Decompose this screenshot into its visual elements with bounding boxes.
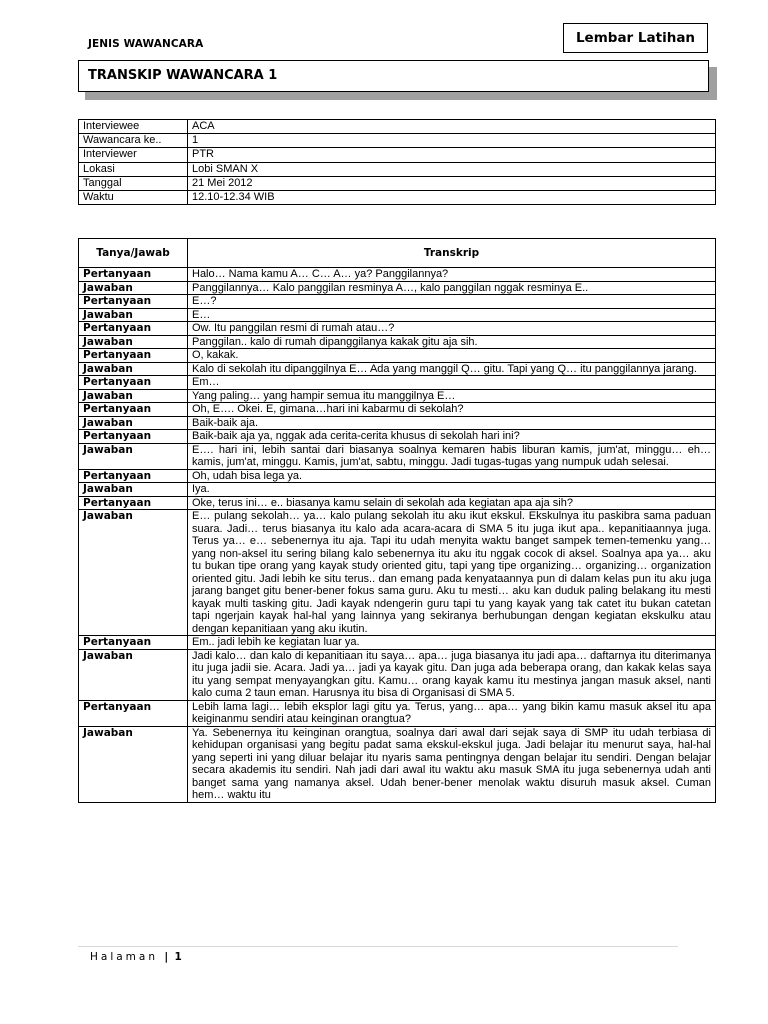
speaker-role: Pertanyaan [79, 322, 188, 336]
transcript-text: E…. hari ini, lebih santai dari biasanya soalnya kemaren habis liburan kamis, jum'at, minggu… eh… kamis, jum'at, minggu. Kamis, jum'at, sabtu, minggu. Jadi tugas-tugas yang numpuk udah selesai. [188, 443, 716, 469]
speaker-role: Pertanyaan [79, 496, 188, 510]
lembar-latihan-badge: Lembar Latihan [563, 23, 708, 53]
transcript-text: E… [188, 308, 716, 322]
transcript-row [79, 510, 716, 636]
document-title: TRANSKIP WAWANCARA 1 [78, 60, 709, 92]
speaker-role: Jawaban [79, 389, 188, 403]
transcript-header-row [79, 239, 716, 268]
info-value: 21 Mei 2012 [188, 176, 716, 190]
transcript-row [79, 268, 716, 282]
transcript-row [79, 443, 716, 469]
info-value: 1 [188, 134, 716, 148]
info-value: 12.10-12.34 WIB [188, 191, 716, 205]
info-row [79, 176, 716, 190]
speaker-role: Pertanyaan [79, 636, 188, 650]
speaker-role: Jawaban [79, 483, 188, 497]
speaker-role: Pertanyaan [79, 700, 188, 726]
speaker-role: Jawaban [79, 362, 188, 376]
page-footer [90, 951, 182, 963]
transcript-row [79, 281, 716, 295]
interview-info-table [78, 119, 716, 205]
col-header-role: Tanya/Jawab [79, 239, 188, 268]
section-heading: JENIS WAWANCARA [88, 38, 204, 50]
transcript-row [79, 295, 716, 309]
speaker-role: Pertanyaan [79, 268, 188, 282]
transcript-text: Baik-baik aja. [188, 416, 716, 430]
transcript-row [79, 726, 716, 802]
transcript-row [79, 335, 716, 349]
col-header-transcript: Transkrip [188, 239, 716, 268]
info-row [79, 162, 716, 176]
speaker-role: Jawaban [79, 308, 188, 322]
info-value: Lobi SMAN X [188, 162, 716, 176]
transcript-text: E…? [188, 295, 716, 309]
transcript-text: Oke, terus ini… e.. biasanya kamu selain di sekolah ada kegiatan apa aja sih? [188, 496, 716, 510]
transcript-text: Em… [188, 376, 716, 390]
speaker-role: Jawaban [79, 416, 188, 430]
transcript-row [79, 483, 716, 497]
transcript-row [79, 308, 716, 322]
footer-separator: | [164, 951, 169, 963]
info-label: Interviewee [79, 120, 188, 134]
transcript-row [79, 649, 716, 700]
speaker-role: Jawaban [79, 335, 188, 349]
transcript-text: Ya. Sebenernya itu keinginan orangtua, soalnya dari awal dari sejak saya di SMP itu udah terbiasa di kehidupan organisasi yang begitu padat sama ekskul-ekskul juga. Jadi belajar itu menurut saya, hal-hal yang seperti ini yang diluar belajar itu nyaris sama pentingnya dengan belajar itu sendiri. Dengan belajar secara akademis itu sendiri. Nah jadi dari awal itu waktu aku masuk SMA itu juga sebenernya udah anti banget sama yang namanya aksel. Udah bener-bener menolak waktu disuruh masuk aksel. Cuman hem… waktu itu [188, 726, 716, 802]
transcript-text: Ow. Itu panggilan resmi di rumah atau…? [188, 322, 716, 336]
transcript-text: Yang paling… yang hampir semua itu manggilnya E… [188, 389, 716, 403]
speaker-role: Jawaban [79, 443, 188, 469]
transcript-text: E… pulang sekolah… ya… kalo pulang sekolah itu aku ikut ekskul. Ekskulnya itu paskibra sama paduan suara. Jadi… terus biasanya itu kalo ada acara-acara di SMA 5 itu juga ikut apa.. kepanitiaannya juga. Terus ya… e… sebenernya itu aja. Tapi itu udah menyita waktu banget sampek temen-temenku yang… yang non-aksel itu sering bilang kalo sebenernya itu aku itu nggak cocok di aksel. Soalnya apa ya… aku tu bukan tipe orang yang kayak study oriented gitu, tapi yang tipe organizing… organizing… organization oriented gitu. Jadi lebih ke situ terus.. dan emang pada kenyataannya pun di dalam kelas pun itu aku juga jarang banget gitu bener-bener fokus sama guru. Aku tu mesti… aku kan duduk paling belakang itu mesti kayak multi tasking gitu. Jadi kayak ndengerin guru tapi tu yang kayak yang tak catet itu bukan catetan tapi ngerjain kayak hal-hal yang lainnya yang sekiranya berhubungan dengan kegiatan ekskulku atau dengan kepanitiaan yang aku ikutin. [188, 510, 716, 636]
info-label: Interviewer [79, 148, 188, 162]
info-value: ACA [188, 120, 716, 134]
transcript-row [79, 403, 716, 417]
speaker-role: Jawaban [79, 726, 188, 802]
speaker-role: Pertanyaan [79, 403, 188, 417]
transcript-row [79, 349, 716, 363]
speaker-role: Pertanyaan [79, 469, 188, 483]
footer-divider [78, 946, 678, 947]
transcript-text: Oh, udah bisa lega ya. [188, 469, 716, 483]
transcript-text: Panggilannya… Kalo panggilan resminya A…, kalo panggilan nggak resminya E.. [188, 281, 716, 295]
speaker-role: Pertanyaan [79, 376, 188, 390]
info-row [79, 134, 716, 148]
speaker-role: Pertanyaan [79, 430, 188, 444]
info-label: Waktu [79, 191, 188, 205]
transcript-text: Iya. [188, 483, 716, 497]
transcript-table [78, 238, 716, 803]
transcript-row [79, 416, 716, 430]
transcript-text: Oh, E…. Okei. E, gimana…hari ini kabarmu di sekolah? [188, 403, 716, 417]
transcript-row [79, 700, 716, 726]
footer-label: Halaman [90, 951, 158, 963]
info-row [79, 148, 716, 162]
info-row [79, 120, 716, 134]
speaker-role: Pertanyaan [79, 349, 188, 363]
transcript-row [79, 496, 716, 510]
transcript-row [79, 469, 716, 483]
transcript-text: O, kakak. [188, 349, 716, 363]
transcript-text: Lebih lama lagi… lebih eksplor lagi gitu ya. Terus, yang… apa… yang bikin kamu masuk aksel itu apa keiginanmu sendiri atau keinginan orangtua? [188, 700, 716, 726]
transcript-row [79, 362, 716, 376]
transcript-text: Jadi kalo… dan kalo di kepanitiaan itu saya… apa… juga biasanya itu jadi apa… daftarnya itu diterimanya itu juga jadii sie. Acara. Jadi ya… jadi ya kayak gitu. Dan juga ada beberapa orang, dan kakak kelas saya itu yang sempat menyayangkan gitu. Kamu… orang kayak kamu itu mestinya jangan masuk aksel, nanti kalo cuma 2 taun eman. Harusnya itu bisa di Organisasi di SMA 5. [188, 649, 716, 700]
speaker-role: Pertanyaan [79, 295, 188, 309]
transcript-row [79, 430, 716, 444]
transcript-row [79, 322, 716, 336]
transcript-text: Kalo di sekolah itu dipanggilnya E… Ada yang manggil Q… gitu. Tapi yang Q… itu panggilannya jarang. [188, 362, 716, 376]
transcript-text: Panggilan.. kalo di rumah dipanggilanya kakak gitu aja sih. [188, 335, 716, 349]
info-value: PTR [188, 148, 716, 162]
info-label: Tanggal [79, 176, 188, 190]
speaker-role: Jawaban [79, 510, 188, 636]
transcript-text: Baik-baik aja ya, nggak ada cerita-cerita khusus di sekolah hari ini? [188, 430, 716, 444]
info-label: Lokasi [79, 162, 188, 176]
transcript-row [79, 636, 716, 650]
transcript-text: Em.. jadi lebih ke kegiatan luar ya. [188, 636, 716, 650]
info-row [79, 191, 716, 205]
transcript-row [79, 389, 716, 403]
speaker-role: Jawaban [79, 649, 188, 700]
info-label: Wawancara ke.. [79, 134, 188, 148]
page-number: 1 [174, 951, 182, 963]
transcript-row [79, 376, 716, 390]
speaker-role: Jawaban [79, 281, 188, 295]
transcript-text: Halo… Nama kamu A… C… A… ya? Panggilannya? [188, 268, 716, 282]
